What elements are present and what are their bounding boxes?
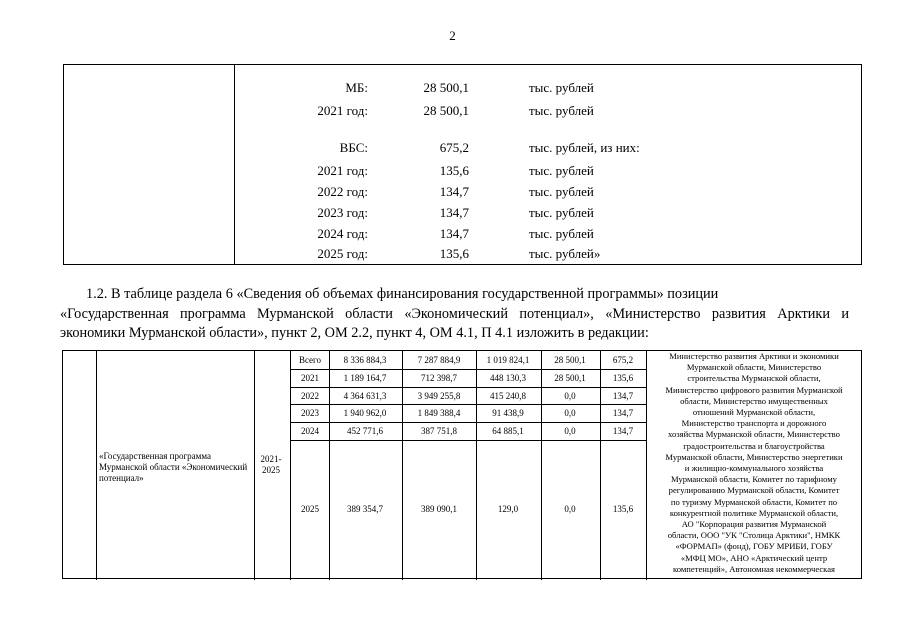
table-cell-mb: 28 500,1: [554, 373, 586, 383]
financing-row: [64, 184, 861, 202]
row-unit: тыс. рублей: [529, 163, 594, 178]
table-cell-fb: 415 240,8: [490, 391, 526, 401]
row-label: 2022 год:: [317, 184, 368, 199]
table-cell-vbs: 134,7: [612, 391, 634, 401]
amendment-paragraph: [60, 285, 849, 344]
financing-table: [62, 350, 862, 579]
row-value: 28 500,1: [423, 80, 469, 95]
executors-list: [647, 351, 861, 575]
table-cell-mb: 0,0: [564, 391, 576, 401]
financing-row: [64, 226, 861, 244]
program-period: 2021-2025: [260, 454, 282, 475]
table-cell-fb: 129,0: [497, 504, 519, 514]
executor-line: «ФОРМАП» (фонд), ГОБУ МРИБИ, ГОБУ: [675, 541, 833, 552]
executor-line: области, ООО "УК "Столица Арктики", НМКК: [667, 530, 841, 541]
paragraph-line-1: 1.2. В таблице раздела 6 «Сведения об объемах финансирования государственной программы» позиции: [86, 286, 719, 302]
row-value: 675,2: [439, 140, 469, 155]
table-cell-vbs: 135,6: [612, 504, 634, 514]
table-cell-ob: 3 949 255,8: [417, 391, 461, 401]
table-cell-ob: 389 090,1: [421, 504, 457, 514]
program-name: «Государственная программа Мурманской области «Экономический потенциал»: [99, 451, 248, 483]
row-label: 2021 год:: [317, 103, 368, 118]
table-cell-year: 2023: [301, 408, 319, 418]
financing-row: [64, 140, 861, 158]
row-unit: тыс. рублей: [529, 103, 594, 118]
table-cell-vbs: 135,6: [612, 373, 634, 383]
table-cell-mb: 0,0: [564, 408, 576, 418]
row-label: 2023 год:: [317, 205, 368, 220]
executor-line: строительства Мурманской области,: [687, 373, 821, 384]
executor-line: Министерство цифрового развития Мурманской: [665, 384, 843, 395]
row-value: 134,7: [439, 226, 469, 241]
executor-line: Мурманской области, Министерство: [686, 362, 822, 373]
row-value: 134,7: [439, 184, 469, 199]
row-unit: тыс. рублей, из них:: [529, 140, 640, 155]
top-financing-table: [63, 64, 862, 265]
table-cell-total: 8 336 884,3: [343, 355, 387, 365]
row-label: МБ:: [345, 80, 368, 95]
table-cell-year: 2024: [301, 426, 319, 436]
row-label: 2024 год:: [317, 226, 368, 241]
table-cell-year: 2022: [301, 391, 319, 401]
table-cell-mb: 0,0: [564, 504, 576, 514]
executor-line: Министерство транспорта и дорожного: [681, 418, 827, 429]
executor-line: хозяйства Мурманской области, Министерство: [668, 429, 840, 440]
row-value: 134,7: [439, 205, 469, 220]
executor-line: регулированию Мурманской области, Комитет: [668, 485, 840, 496]
row-value: 135,6: [439, 246, 469, 261]
table-cell-vbs: 134,7: [612, 408, 634, 418]
table-cell-total: 4 364 631,3: [343, 391, 387, 401]
table-cell-vbs: 134,7: [612, 426, 634, 436]
executor-line: отношений Мурманской области,: [692, 407, 816, 418]
paragraph-line-2: «Государственная программа Мурманской области «Экономический потенциал», «Министерство развития Арктики и: [60, 305, 849, 322]
table-cell-total: 1 189 164,7: [343, 373, 387, 383]
executor-line: конкурентной политике Мурманской области,: [669, 507, 839, 518]
executor-line: по туризму Мурманской области, Комитет по: [670, 496, 838, 507]
row-value: 135,6: [439, 163, 469, 178]
table-cell-year: 2021: [301, 373, 319, 383]
table-cell-total: 452 771,6: [347, 426, 383, 436]
executor-line: компетенций», Автономная некоммерческая: [673, 563, 835, 574]
table-cell-ob: 1 849 388,4: [417, 408, 461, 418]
financing-row: [64, 205, 861, 223]
executor-line: Министерство развития Арктики и экономики: [669, 351, 839, 361]
row-label: ВБС:: [339, 140, 368, 155]
table-cell-total: 1 940 962,0: [343, 408, 387, 418]
financing-row: [64, 163, 861, 181]
row-unit: тыс. рублей: [529, 205, 594, 220]
table-cell-total: 389 354,7: [347, 504, 383, 514]
financing-row: [64, 246, 861, 264]
row-unit: тыс. рублей»: [529, 246, 601, 261]
table-cell-ob: 387 751,8: [421, 426, 457, 436]
paragraph-line-3: экономики Мурманской области», пункт 2, ОМ 2.2, пункт 4, ОМ 4.1, П 4.1 изложить в редакции:: [60, 325, 649, 341]
row-unit: тыс. рублей: [529, 184, 594, 199]
executor-line: «МФЦ МО», АНО «Арктический центр: [680, 552, 828, 563]
executor-line: Мурманской области, Министерство энергетики: [665, 451, 843, 462]
table-cell-year: 2025: [301, 504, 319, 514]
row-value: 28 500,1: [423, 103, 469, 118]
table-cell-year: Всего: [298, 355, 322, 365]
row-unit: тыс. рублей: [529, 226, 594, 241]
table-cell-fb: 1 019 824,1: [486, 355, 530, 365]
table-cell-vbs: 675,2: [612, 355, 634, 365]
executor-line: АО "Корпорация развития Мурманской: [681, 519, 827, 530]
executor-line: области, Министерство имущественных: [680, 395, 828, 406]
table-cell-mb: 28 500,1: [554, 355, 586, 365]
table-cell-ob: 7 287 884,9: [417, 355, 461, 365]
table-cell-fb: 448 130,3: [490, 373, 526, 383]
table-cell-fb: 91 438,9: [492, 408, 524, 418]
executor-line: градостроительства и благоустройства: [683, 440, 825, 451]
row-unit: тыс. рублей: [529, 80, 594, 95]
executor-line: и жилищно-коммунального хозяйства: [684, 463, 824, 474]
financing-row: [64, 80, 861, 98]
row-label: 2025 год:: [317, 246, 368, 261]
page-number: 2: [449, 28, 456, 43]
table-cell-fb: 64 885,1: [492, 426, 524, 436]
financing-row: [64, 103, 861, 121]
executor-line: Мурманской области, Комитет по тарифному: [671, 474, 837, 485]
table-cell-ob: 712 398,7: [421, 373, 457, 383]
row-label: 2021 год:: [317, 163, 368, 178]
table-cell-mb: 0,0: [564, 426, 576, 436]
